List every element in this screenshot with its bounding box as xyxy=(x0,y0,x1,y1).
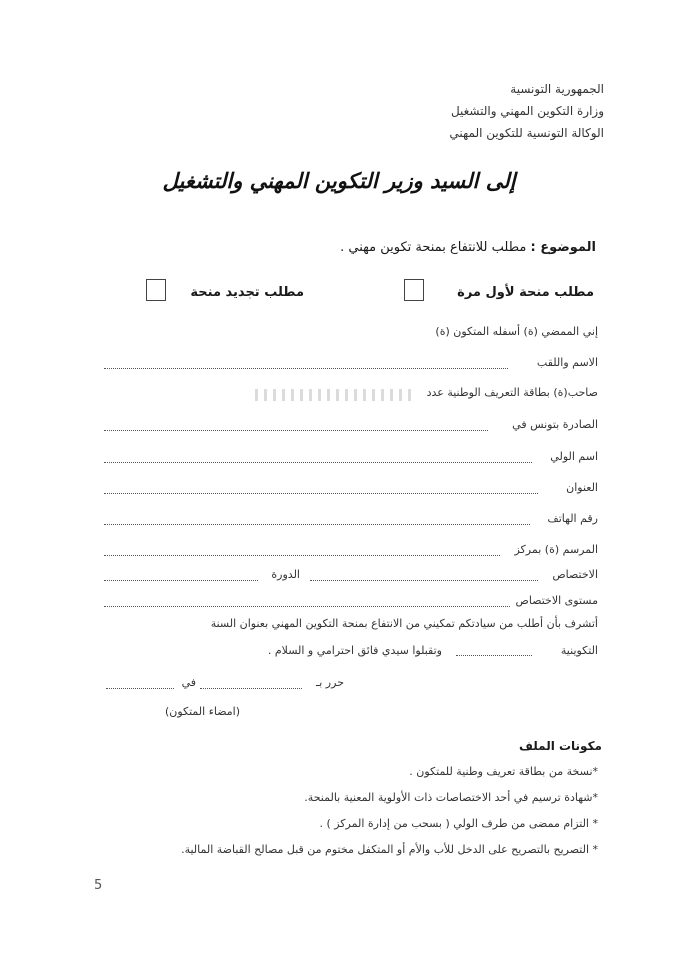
session-field[interactable] xyxy=(104,580,258,581)
specialty-label: الاختصاص xyxy=(552,568,598,581)
component-item-3: * التزام ممضى من طرف الولي ( بسحب من إدارة المركز ) . xyxy=(319,817,598,830)
specialty-field[interactable] xyxy=(310,580,538,581)
on-label: في xyxy=(181,676,196,689)
enrolled-field[interactable] xyxy=(104,555,500,556)
header-ministry: وزارة التكوين المهني والتشغيل xyxy=(450,104,604,118)
component-item-1: *نسخة من بطاقة تعريف وطنية للمتكون . xyxy=(409,765,598,778)
intro-text: إني الممضي (ة) أسفله المتكون (ة) xyxy=(435,325,598,338)
header-republic: الجمهورية التونسية xyxy=(510,82,604,96)
address-field[interactable] xyxy=(104,493,538,494)
subject-line xyxy=(340,240,596,255)
session-label: الدورة xyxy=(271,568,300,581)
subject-label: الموضوع : xyxy=(530,240,596,255)
request-text-line2-end: وتقبلوا سيدي فائق احترامي و السلام . xyxy=(267,644,442,657)
first-time-checkbox[interactable] xyxy=(404,279,424,301)
renewal-label: مطلب تجديد منحة xyxy=(190,285,304,300)
name-field[interactable] xyxy=(104,368,508,369)
enrolled-label: المرسم (ة) بمركز xyxy=(514,543,598,556)
phone-label: رقم الهاتف xyxy=(547,512,598,525)
renewal-checkbox[interactable] xyxy=(146,279,166,301)
place-field[interactable] xyxy=(200,688,302,689)
id-card-label: صاحب(ة) بطاقة التعريف الوطنية عدد xyxy=(426,386,598,399)
level-field[interactable] xyxy=(104,606,510,607)
page-title: إلى السيد وزير التكوين المهني والتشغيل xyxy=(162,168,516,193)
phone-field[interactable] xyxy=(104,524,530,525)
first-time-label: مطلب منحة لأول مرة xyxy=(457,285,594,300)
components-title: مكونات الملف xyxy=(518,739,602,753)
level-label: مستوى الاختصاص xyxy=(515,594,598,607)
request-text-line2-start: التكوينية xyxy=(560,644,598,657)
issued-label: الصادرة بتونس في xyxy=(512,418,598,431)
date-field[interactable] xyxy=(106,688,174,689)
page-number: 5 xyxy=(94,878,103,893)
component-item-2: *شهادة ترسيم في أحد الاختصاصات ذات الأولوية المعنية بالمنحة. xyxy=(304,791,598,804)
name-label: الاسم واللقب xyxy=(536,356,598,369)
address-label: العنوان xyxy=(566,481,598,494)
year-field[interactable] xyxy=(456,655,532,656)
signature-label: (امضاء المتكون) xyxy=(164,705,240,718)
written-in-label: حرر بـ xyxy=(316,676,344,689)
id-card-field[interactable] xyxy=(255,389,415,401)
subject-text: مطلب للانتفاع بمنحة تكوين مهني . xyxy=(340,240,527,255)
guardian-label: اسم الولي xyxy=(550,450,598,463)
request-text-line1: أتشرف بأن أطلب من سيادتكم تمكيني من الانتفاع بمنحة التكوين المهني بعنوان السنة xyxy=(210,617,598,630)
issued-field[interactable] xyxy=(104,430,488,431)
header-agency: الوكالة التونسية للتكوين المهني xyxy=(449,126,604,140)
component-item-4: * التصريح بالتصريح على الدخل للأب والأم أو المتكفل مختوم من قبل مصالح القباضة المالية. xyxy=(181,843,598,856)
guardian-field[interactable] xyxy=(104,462,532,463)
